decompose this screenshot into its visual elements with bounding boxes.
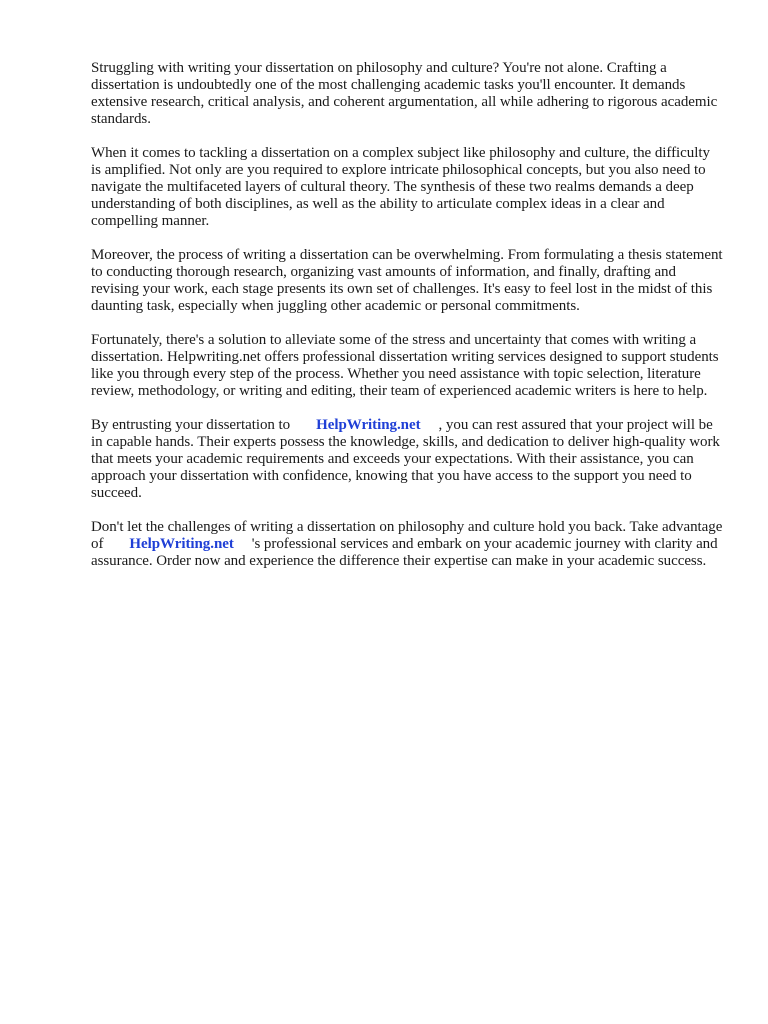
paragraph-solution: Fortunately, there's a solution to alleviate some of the stress and uncertainty that comes with writing a dissertation. Helpwriting.net offers professional dissertation writing services designed to support students like you through every step of the process. Whether you need assistance with topic selection, literature review, methodology, or writing and editing, their team of experienced academic writers is here to help. <box>91 332 719 399</box>
helpwriting-link[interactable]: HelpWriting.net <box>316 417 421 433</box>
paragraph-entrusting-lead: By entrusting your dissertation to <box>91 417 291 433</box>
paragraph-intro: Struggling with writing your dissertation on philosophy and culture? You're not alone. Crafting a dissertation is undoubtedly one of the most challenging academic tasks you'll encounter. It demands extensive research, critical analysis, and coherent argumentation, all while adhering to rigorous academic standards. <box>91 60 718 127</box>
helpwriting-link-2[interactable]: HelpWriting.net <box>129 536 234 552</box>
paragraph-closing <box>91 519 723 570</box>
paragraph-process: Moreover, the process of writing a dissertation can be overwhelming. From formulating a thesis statement to conducting thorough research, organizing vast amounts of information, and finally, drafting and revising your work, each stage presents its own set of challenges. It's easy to feel lost in the midst of this daunting task, especially when juggling other academic or personal commitments. <box>91 247 723 314</box>
paragraph-closing-rest: 's professional services and embark on your academic journey with clarity and assurance. Order now and experience the difference their expertise can make in your academic success. <box>91 536 718 569</box>
paragraph-complexity: When it comes to tackling a dissertation on a complex subject like philosophy and culture, the difficulty is amplified. Not only are you required to explore intricate philosophical concepts, but you also need to navigate the multifaceted layers of cultural theory. The synthesis of these two realms demands a deep understanding of both disciplines, as well as the ability to articulate complex ideas in a clear and compelling manner. <box>91 145 710 229</box>
paragraph-entrusting-rest: , you can rest assured that your project will be in capable hands. Their experts possess the knowledge, skills, and dedication to deliver high-quality work that meets your academic requirements and exceeds your expectations. With their assistance, you can approach your dissertation with confidence, knowing that you have access to the support you need to succeed. <box>91 417 720 501</box>
paragraph-entrusting <box>91 417 723 502</box>
paragraph-closing-lead: Don't let the challenges of writing a dissertation on philosophy and culture hold you back. Take advantage of <box>91 519 723 552</box>
document-page <box>91 60 723 587</box>
